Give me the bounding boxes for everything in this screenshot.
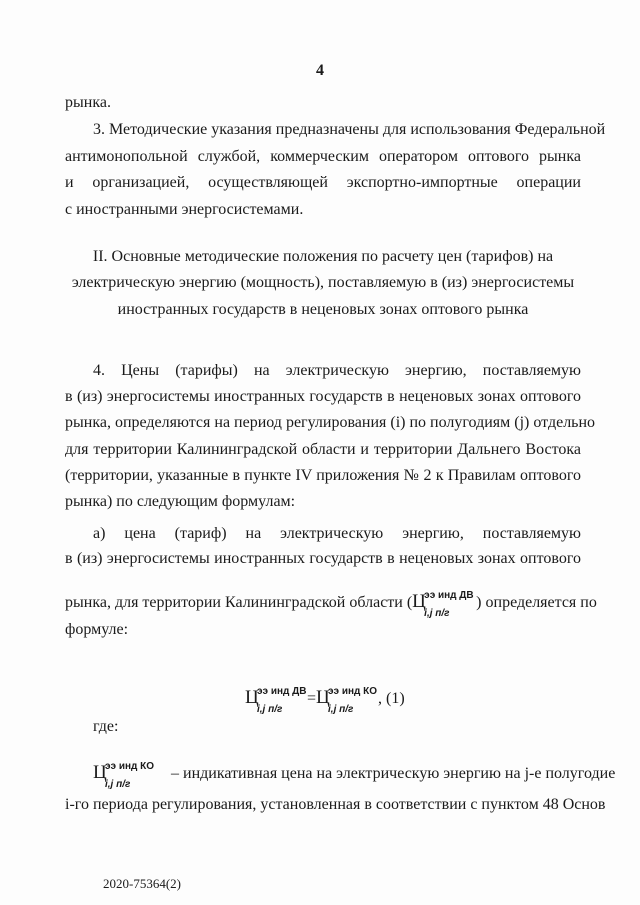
symbol-price-dv xyxy=(412,589,476,619)
text-line: 4. Цены (тарифы) на электрическую энергию, поставляемую xyxy=(93,362,581,379)
footer-document-code: 2020-75364(2) xyxy=(103,876,181,891)
text-segment: – индикативная цена на электрическую энергию на j-е полугодие xyxy=(171,765,616,782)
symbol-base: Ц xyxy=(316,687,330,708)
text-line: в (из) энергосистемы иностранных государств в неценовых зонах оптового xyxy=(65,550,581,567)
text-line: (территории, указанные в пункте IV приложения № 2 к Правилам оптового xyxy=(65,467,581,484)
text-line: рынка) по следующим формулам: xyxy=(65,493,296,510)
symbol-base: Ц xyxy=(93,762,107,783)
section-heading-line: иностранных государств в неценовых зонах оптового рынка xyxy=(117,301,529,318)
text-line: рынка. xyxy=(65,94,111,111)
section-heading-line: II. Основные методические положения по расчету цен (тарифов) на xyxy=(92,248,554,265)
symbol-superscript: ээ инд ДВ xyxy=(257,686,307,697)
where-label: где: xyxy=(93,718,119,735)
text-line-with-symbol xyxy=(65,589,597,619)
definition-line xyxy=(93,760,616,790)
symbol-superscript: ээ инд КО xyxy=(328,686,378,697)
symbol-subscript: i,j п/г xyxy=(328,704,354,715)
text-line: формуле: xyxy=(65,621,129,638)
symbol-base: Ц xyxy=(245,687,259,708)
symbol-price-ko xyxy=(93,760,171,790)
symbol-base: Ц xyxy=(412,591,426,612)
text-segment: рынка, для территории Калининградской области ( xyxy=(65,594,413,611)
text-line: а) цена (тариф) на электрическую энергию, поставляемую xyxy=(93,525,581,542)
text-line: i-го периода регулирования, установленная в соответствии с пунктом 48 Основ xyxy=(65,796,606,813)
text-line: рынка, определяются на период регулирования (i) по полугодиям (j) отдельно xyxy=(65,414,596,431)
symbol-subscript: i,j п/г xyxy=(105,779,131,790)
formula-1 xyxy=(245,683,405,713)
text-segment: ) определяется по xyxy=(476,594,597,611)
text-line: и организацией, осуществляющей экспортно-импортные операции xyxy=(65,174,581,191)
symbol-superscript: ээ инд ДВ xyxy=(424,590,474,601)
text-line: антимонопольной службой, коммерческим оператором оптового рынка xyxy=(65,148,581,165)
symbol-price-ko xyxy=(316,683,378,714)
text-line: с иностранными энергосистемами. xyxy=(65,201,304,218)
symbol-superscript: ээ инд КО xyxy=(105,761,155,772)
symbol-subscript: i,j п/г xyxy=(257,704,283,715)
formula-label: , (1) xyxy=(378,690,405,707)
equals-sign: = xyxy=(307,690,317,707)
page-number: 4 xyxy=(316,62,324,79)
symbol-subscript: i,j п/г xyxy=(424,608,450,619)
symbol-price-dv xyxy=(245,683,307,714)
section-heading-line: электрическую энергию (мощность), поставляемую в (из) энергосистемы xyxy=(71,274,575,291)
text-line: 3. Методические указания предназначены для использования Федеральной xyxy=(93,121,606,138)
text-line: в (из) энергосистемы иностранных государств в неценовых зонах оптового xyxy=(65,388,581,405)
text-line: для территории Калининградской области и территории Дальнего Востока xyxy=(65,441,581,458)
